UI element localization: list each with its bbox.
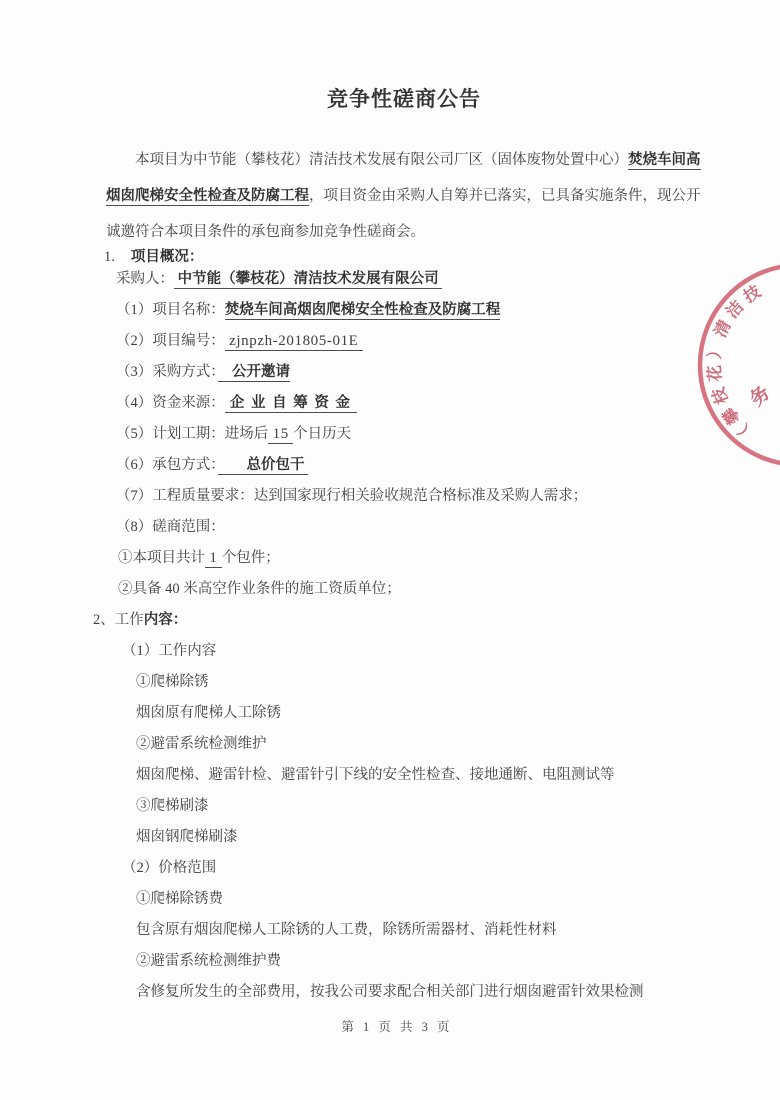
text-segment: 焚烧车间高 — [628, 152, 701, 168]
funding-source-line — [116, 388, 780, 419]
contract-mode-line — [116, 450, 780, 481]
price-scope-subheading — [122, 853, 780, 884]
text-segment: ②具备 40 米高空作业条件的施工资质单位； — [118, 581, 401, 597]
text-segment: 焚烧车间高烟囱爬梯安全性检查及防腐工程 — [224, 302, 501, 318]
text-segment: （7）工程质量要求：达到国家现行相关验收规范合格标准及采购人需求； — [116, 488, 588, 504]
text-segment: zjnpzh-201805-01E — [224, 333, 363, 349]
project-name-line — [116, 295, 780, 326]
text-segment: （1）工作内容 — [122, 643, 217, 659]
text-segment: 个包件； — [221, 550, 280, 566]
work-item-2-title — [136, 729, 780, 760]
scope-item-2 — [118, 574, 780, 605]
seal-arc-text: （攀枝花）清洁技 — [704, 278, 769, 445]
intro-paragraph-line-1 — [106, 142, 712, 178]
text-segment: 1. — [104, 249, 115, 265]
quality-requirement-line — [116, 481, 780, 512]
text-segment: ①爬梯除锈 — [136, 674, 209, 690]
text-segment: （3）采购方式： — [116, 364, 218, 380]
work-content-subheading — [122, 636, 780, 667]
intro-paragraph-line-2 — [106, 178, 712, 214]
text-segment: 中节能（攀枝花）清洁技术发展有限公司 — [174, 271, 443, 287]
text-segment: （1）项目名称： — [116, 302, 225, 318]
negotiation-scope-line — [116, 512, 780, 543]
text-segment: （5）计划工期：进场后 — [116, 426, 269, 442]
text-segment: 烟囱钢爬梯刷漆 — [136, 829, 238, 845]
work-item-3-title — [136, 791, 780, 822]
procurement-method-line — [116, 357, 780, 388]
price-item-2-title — [136, 946, 780, 977]
work-item-1-desc — [136, 698, 780, 729]
text-segment: 烟囱原有爬梯人工除锈 — [136, 705, 281, 721]
text-segment: （2）价格范围 — [122, 860, 217, 876]
text-segment: 烟囱爬梯安全性检查及防腐工程 — [106, 188, 309, 204]
text-segment: 本项目为中节能（攀枝花）清洁技术发展有限公司厂区（固体废物处置中心） — [135, 152, 628, 168]
planned-duration-line — [116, 419, 780, 450]
work-item-2-desc — [136, 760, 780, 791]
text-segment: ①爬梯除锈费 — [136, 891, 223, 907]
text-segment: ②避雷系统检测维护 — [136, 736, 267, 752]
price-item-1-desc — [136, 915, 780, 946]
text-segment: 2、工作 — [93, 612, 144, 628]
text-segment: （4）资金来源： — [116, 395, 225, 411]
scope-item-1 — [118, 543, 780, 574]
price-item-2-desc — [136, 977, 780, 1008]
text-segment: 15 — [268, 426, 294, 442]
text-segment: 含修复所发生的全部费用，按我公司要求配合相关部门进行烟囱避雷针效果检测 — [136, 984, 644, 1000]
project-number-line — [116, 326, 780, 357]
text-segment: 内容： — [143, 612, 188, 628]
work-item-3-desc — [136, 822, 780, 853]
text-segment: （6）承包方式： — [116, 457, 218, 473]
section-2-heading — [93, 605, 780, 636]
text-segment: 烟囱爬梯、避雷针检、避雷针引下线的安全性检查、接地通断、电阻测试等 — [136, 767, 615, 783]
page-title: 竞争性磋商公告 — [327, 87, 481, 111]
price-item-1-title — [136, 884, 780, 915]
text-segment: ②避雷系统检测维护费 — [136, 953, 281, 969]
text-segment: （8）磋商范围： — [116, 519, 225, 535]
text-segment: （2）项目编号： — [116, 333, 225, 349]
text-segment: ，项目资金由采购人自筹并已落实，已具备实施条件，现公开 — [309, 188, 701, 204]
text-segment: 包含原有烟囱爬梯人工除锈的人工费，除锈所需器材、消耗性材料 — [136, 922, 557, 938]
work-item-1-title — [136, 667, 780, 698]
text-segment: ③爬梯刷漆 — [136, 798, 209, 814]
page-number-footer: 第 1 页 共 3 页 — [341, 1020, 453, 1034]
purchaser-line — [116, 264, 780, 295]
text-segment: 采购人： — [116, 271, 174, 287]
seal-inner-text: 务 — [746, 382, 775, 411]
text-segment: 公开邀请 — [217, 364, 290, 380]
document-body — [0, 142, 780, 1008]
text-segment: 企 业 自 筹 资 金 — [224, 395, 357, 411]
text-segment: 个日历天 — [293, 426, 352, 442]
text-segment: ①本项目共计 — [118, 550, 205, 566]
text-segment: 1 — [205, 550, 222, 566]
text-segment: 总价包干 — [217, 457, 309, 473]
text-segment: 诚邀符合本项目条件的承包商参加竞争性磋商会。 — [106, 224, 425, 240]
text-segment: 项目概况： — [130, 249, 204, 265]
